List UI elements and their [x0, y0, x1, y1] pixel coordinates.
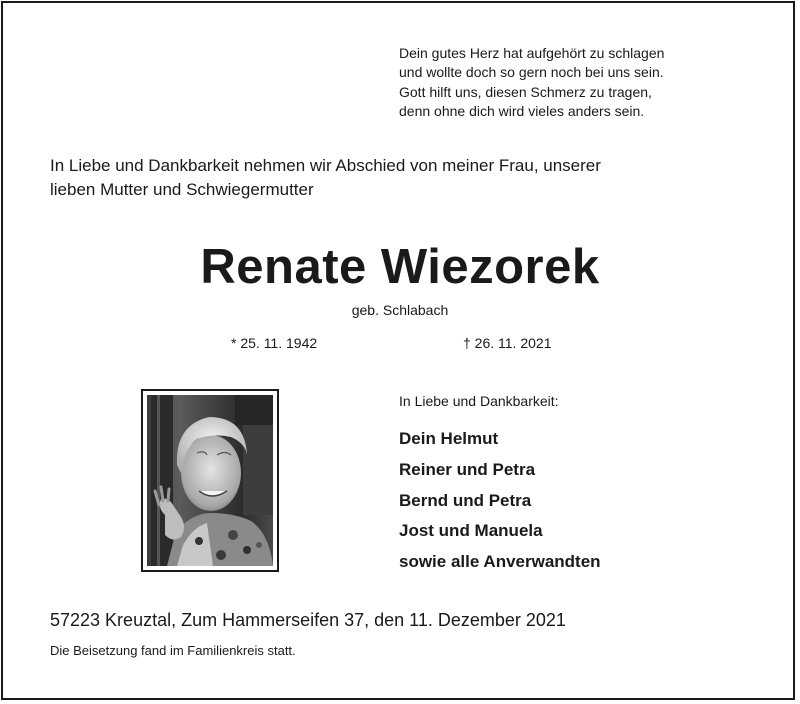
- poem-line: und wollte doch so gern noch bei uns sein.: [399, 64, 664, 81]
- mourners-heading: In Liebe und Dankbarkeit:: [399, 393, 559, 409]
- portrait-frame: [141, 389, 279, 572]
- intro-line-2: lieben Mutter und Schwiegermutter: [50, 180, 314, 199]
- deceased-name: Renate Wiezorek: [200, 240, 600, 294]
- death-date: † 26. 11. 2021: [463, 335, 552, 351]
- mourner-name: Bernd und Petra: [399, 490, 532, 510]
- burial-note: Die Beisetzung fand im Familienkreis statt.: [50, 643, 296, 658]
- intro-line-1: In Liebe und Dankbarkeit nehmen wir Abschied von meiner Frau, unserer: [50, 156, 601, 175]
- maiden-name: geb. Schlabach: [351, 302, 449, 318]
- poem-line: Gott hilft uns, diesen Schmerz zu tragen,: [399, 83, 652, 100]
- poem-line: denn ohne dich wird vieles anders sein.: [399, 103, 645, 120]
- mourner-name: Dein Helmut: [399, 429, 499, 448]
- poem-verse: [399, 44, 729, 122]
- portrait-photo: [147, 395, 273, 566]
- poem-line: Dein gutes Herz hat aufgehört zu schlagen: [399, 45, 665, 61]
- portrait-image: [147, 395, 273, 566]
- mourner-name: sowie alle Anverwandten: [399, 552, 601, 572]
- intro-text: [50, 154, 750, 202]
- mourners-list: [399, 424, 699, 578]
- mourner-name: Jost und Manuela: [399, 521, 543, 541]
- place-and-date: 57223 Kreuztal, Zum Hammerseifen 37, den 11. Dezember 2021: [50, 610, 566, 630]
- obituary-notice: [1, 1, 795, 700]
- birth-date: * 25. 11. 1942: [231, 335, 318, 351]
- mourner-name: Reiner und Petra: [399, 459, 536, 479]
